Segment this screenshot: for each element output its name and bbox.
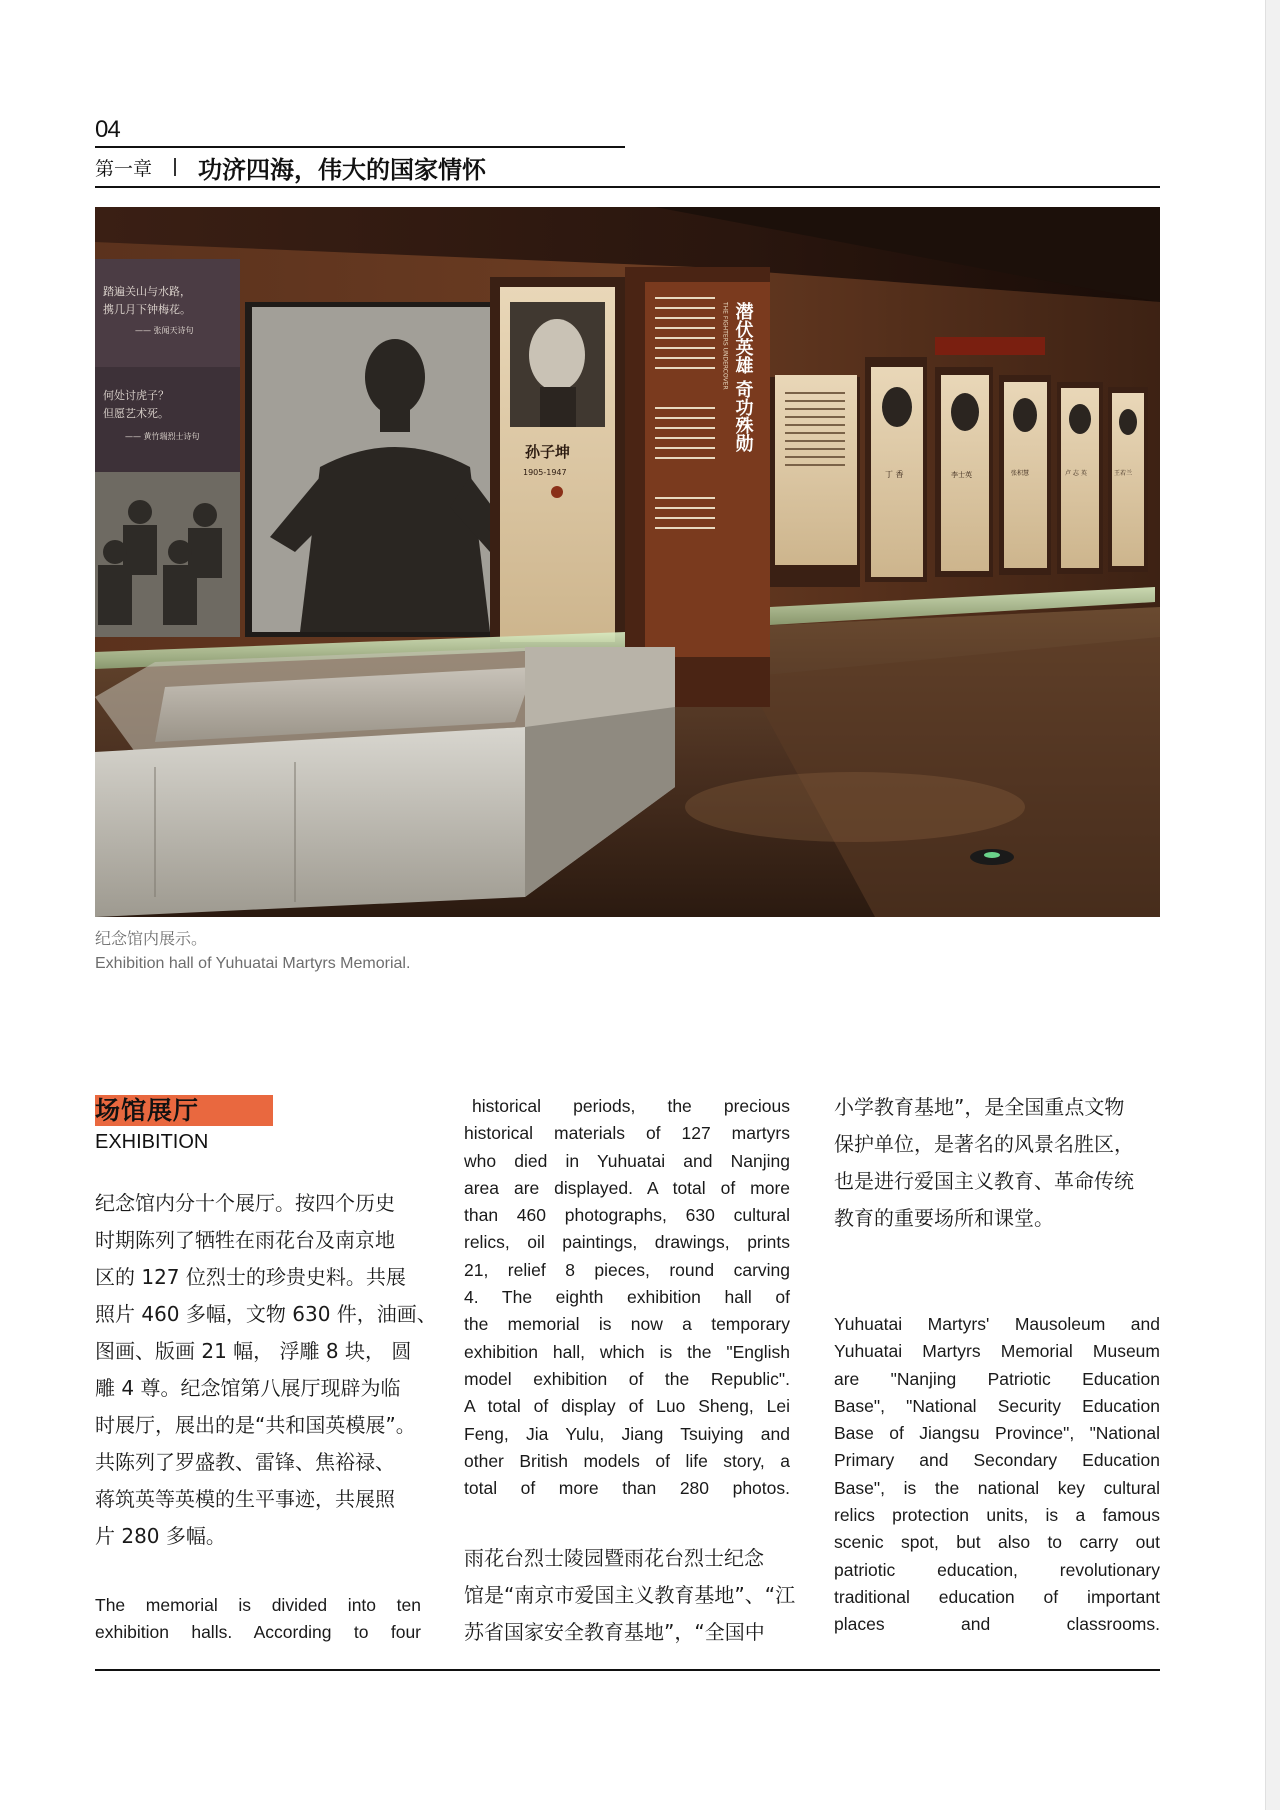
col2-en-line: model exhibition of the Republic". xyxy=(464,1368,790,1389)
col3-en-line: Yuhuatai Martyrs Memorial Museum xyxy=(834,1341,1160,1362)
text-column-3 xyxy=(834,1089,1160,1639)
col2-en-line: Feng, Jia Yulu, Jiang Tsuiying and xyxy=(464,1423,790,1444)
col1-zh-line: 纪念馆内分十个展厅。按四个历史 xyxy=(95,1191,395,1215)
col2-en-line: who died in Yuhuatai and Nanjing xyxy=(464,1150,790,1171)
chapter-label: 第一章 xyxy=(95,157,153,180)
quote-2-line-2: 但愿艺术死。 xyxy=(103,407,169,420)
chapter-header xyxy=(95,150,486,184)
col3-en-line: traditional education of important xyxy=(834,1586,1160,1607)
col3-zh-line: 保护单位，是著名的风景名胜区， xyxy=(834,1132,1134,1156)
text-column-2 xyxy=(464,1093,796,1651)
header-rule-short xyxy=(95,146,625,148)
col2-en-line: A total of display of Luo Sheng, Lei xyxy=(464,1396,790,1417)
col3-en-line: Base", is the national key cultural xyxy=(834,1477,1160,1498)
col3-en-paragraph xyxy=(834,1311,1160,1639)
quote-1-line-1: 踏遍关山与水路， xyxy=(103,285,191,298)
col1-zh-line: 时展厅，展出的是“共和国英模展”。 xyxy=(95,1413,416,1437)
col3-zh-line: 也是进行爱国主义教育、革命传统 xyxy=(834,1169,1134,1193)
col3-en-line: are "Nanjing Patriotic Education xyxy=(834,1368,1160,1389)
caption-en: Exhibition hall of Yuhuatai Martyrs Memorial. xyxy=(95,955,411,972)
col2-en-paragraph xyxy=(464,1093,790,1502)
banner-subtitle: THE FIGHTERS UNDERCOVER xyxy=(721,302,729,390)
exhibition-hall-photo xyxy=(95,207,1160,917)
col1-en-line: The memorial is divided into ten xyxy=(95,1595,421,1615)
col1-zh-line: 图画、版画 21 幅， 浮雕 8 块， 圆 xyxy=(95,1339,412,1363)
col1-en-line: exhibition halls. According to four xyxy=(95,1622,421,1643)
portrait-years: 1905-1947 xyxy=(523,468,567,477)
quote-1-line-2: 携几月下钟梅花。 xyxy=(103,303,191,316)
text-column-1 xyxy=(95,1185,437,1647)
col2-en-line: than 460 photographs, 630 cultural xyxy=(464,1205,790,1226)
col1-zh-line: 蒋筑英等英模的生平事迹，共展照 xyxy=(95,1487,395,1511)
martyr-name-2: 李士英 xyxy=(951,471,972,479)
martyr-name-1: 丁 香 xyxy=(885,470,904,479)
col3-zh-paragraph xyxy=(834,1089,1160,1237)
col3-en-line: scenic spot, but also to carry out xyxy=(834,1532,1160,1553)
chapter-separator xyxy=(174,158,176,176)
col1-en-paragraph xyxy=(95,1592,421,1647)
col3-en-line: relics protection units, is a famous xyxy=(834,1505,1160,1526)
martyr-name-4: 卢 志 英 xyxy=(1065,470,1087,477)
col3-zh-line: 教育的重要场所和课堂。 xyxy=(834,1206,1054,1230)
banner-title: 潜伏英雄 奇功殊勋 xyxy=(732,302,754,453)
col2-en-line: area are displayed. A total of more xyxy=(464,1177,790,1198)
martyr-name-5: 王若兰 xyxy=(1114,470,1133,477)
col3-en-line: Base", "National Security Education xyxy=(834,1395,1160,1416)
col2-en-line: relics, oil paintings, drawings, prints xyxy=(464,1232,790,1253)
col2-en-line: historical materials of 127 martyrs xyxy=(464,1123,790,1144)
col2-en-line: the memorial is now a temporary xyxy=(464,1314,790,1335)
col2-en-line: 21, relief 8 pieces, round carving xyxy=(464,1259,790,1280)
col2-en-line: 4. The eighth exhibition hall of xyxy=(464,1287,790,1308)
col2-en-line: other British models of life story, a xyxy=(464,1450,790,1471)
caption-zh: 纪念馆内展示。 xyxy=(95,931,208,948)
col3-zh-line: 小学教育基地”，是全国重点文物 xyxy=(834,1095,1125,1119)
section-heading xyxy=(95,1095,273,1154)
chapter-title: 功济四海，伟大的国家情怀 xyxy=(198,155,487,184)
col2-zh-line: 馆是“南京市爱国主义教育基地”、“江 xyxy=(464,1583,796,1608)
col2-en-line: exhibition hall, which is the "English xyxy=(464,1341,790,1362)
section-title-en: EXHIBITION xyxy=(95,1131,209,1153)
col1-zh-line: 照片 460 多幅，文物 630 件，油画、 xyxy=(95,1302,437,1326)
col1-zh-line: 时期陈列了牺牲在雨花台及南京地 xyxy=(95,1228,395,1252)
page-edge xyxy=(1265,0,1280,1810)
quote-2-line-1: 何处讨虎子？ xyxy=(103,389,169,402)
col3-en-line: Base of Jiangsu Province", "National xyxy=(834,1423,1160,1444)
martyr-name-3: 张积慧 xyxy=(1011,470,1030,477)
col1-zh-paragraph xyxy=(95,1185,437,1555)
footer-rule xyxy=(95,1669,1160,1671)
col1-zh-line: 区的 127 位烈士的珍贵史料。共展 xyxy=(95,1265,406,1289)
col1-zh-line: 雕 4 尊。纪念馆第八展厅现辟为临 xyxy=(95,1376,401,1400)
quote-1-author: —— 张闻天诗句 xyxy=(135,326,194,335)
col2-en-line: total of more than 280 photos. xyxy=(464,1478,790,1499)
portrait-name: 孙子坤 xyxy=(525,443,571,461)
header-rule xyxy=(95,186,1160,188)
col2-en-line: historical periods, the precious xyxy=(472,1096,790,1116)
exhibition-hall-illustration xyxy=(95,207,1160,917)
col2-zh-paragraph xyxy=(464,1540,796,1651)
section-title-zh: 场馆展厅 xyxy=(95,1095,273,1126)
col1-zh-line: 共陈列了罗盛教、雷锋、焦裕禄、 xyxy=(95,1450,395,1474)
col2-zh-line: 雨花台烈士陵园暨雨花台烈士纪念 xyxy=(464,1546,764,1571)
col3-en-line: patriotic education, revolutionary xyxy=(834,1559,1160,1580)
col3-en-line: places and classrooms. xyxy=(834,1614,1160,1635)
photo-caption xyxy=(95,928,410,976)
page-number: 04 xyxy=(95,116,120,143)
col3-en-line: Yuhuatai Martyrs' Mausoleum and xyxy=(834,1314,1160,1334)
col1-zh-line: 片 280 多幅。 xyxy=(95,1524,226,1548)
col3-en-line: Primary and Secondary Education xyxy=(834,1450,1160,1471)
quote-2-author: —— 黄竹瑞烈士诗句 xyxy=(125,432,200,441)
col2-zh-line: 苏省国家安全教育基地”，“全国中 xyxy=(464,1620,765,1645)
